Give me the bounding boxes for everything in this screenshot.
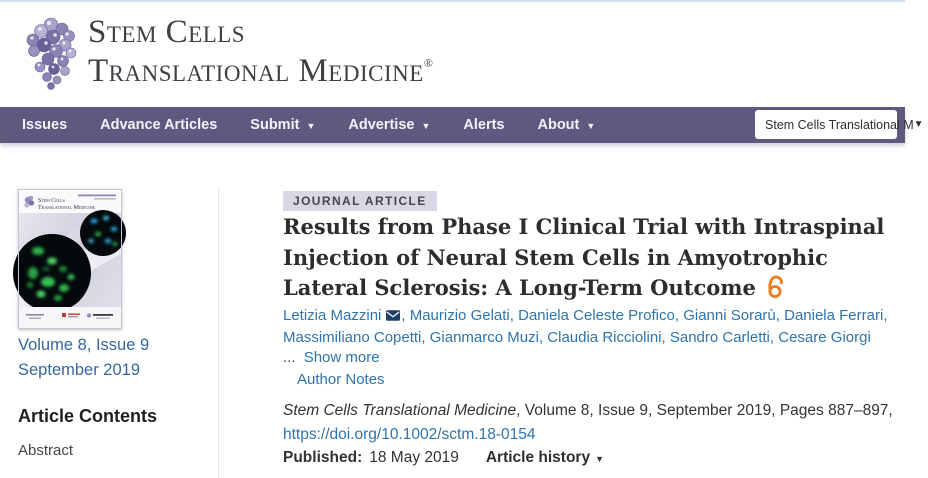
nav-item-about[interactable] — [537, 117, 595, 133]
published-row — [283, 449, 604, 467]
issue-link[interactable]: September 2019 — [18, 360, 141, 379]
show-more-row — [283, 349, 380, 366]
email-envelope-icon[interactable] — [386, 310, 400, 321]
nav-item-label: Advance Articles — [100, 117, 218, 133]
show-more-link[interactable]: Show more — [303, 349, 380, 366]
journal-select-dropdown[interactable] — [755, 110, 924, 139]
author-link[interactable]: Sandro Carletti — [669, 329, 770, 346]
nav-item-alerts[interactable] — [463, 117, 504, 133]
main-navbar — [0, 107, 924, 143]
caret-down-icon: ▼ — [913, 119, 924, 130]
author-list: Letizia Mazzini , Maurizio Gelati, Daniela Celeste Profico, Gianni Sorarù, Daniela Ferrari, Massimiliano Copetti, Gianmarco Muzi, Claudia Ricciolini, Sandro Carletti, Cesare Giorgi — [283, 307, 888, 346]
author-link[interactable]: Maurizio Gelati — [409, 307, 510, 324]
article-title-line: Injection of Neural Stem Cells in Amyotrophic — [283, 244, 828, 270]
citation-line — [283, 402, 893, 420]
journal-wordmark-line2: Translational Medicine — [88, 53, 424, 89]
caret-down-icon: ▼ — [306, 121, 316, 131]
nav-item-advance-articles[interactable] — [100, 117, 217, 133]
citation-journal-name: Stem Cells Translational Medicine — [283, 402, 517, 419]
nav-item-advertise[interactable] — [348, 117, 430, 133]
ellipsis-text: ... — [283, 349, 296, 366]
doi-link[interactable]: https://doi.org/10.1002/sctm.18-0154 — [283, 426, 536, 443]
nav-item-label: Submit — [250, 117, 300, 133]
published-date: 18 May 2019 — [369, 449, 459, 466]
article-history-toggle[interactable] — [486, 449, 604, 467]
nav-item-submit[interactable] — [250, 117, 315, 133]
author-link[interactable]: Gianmarco Muzi — [429, 329, 539, 346]
journal-cell-cluster-logo — [20, 14, 82, 99]
article-history-label: Article history — [485, 449, 591, 466]
cover-title-line1: Stem Cells — [38, 198, 65, 204]
issue-links — [18, 333, 149, 382]
author-link[interactable]: Massimiliano Copetti — [283, 329, 422, 346]
issue-cover-thumbnail[interactable] — [18, 189, 122, 329]
article-contents-heading: Article Contents — [18, 406, 158, 426]
article-type-badge: JOURNAL ARTICLE — [283, 191, 437, 211]
cover-title-line2: Translational Medicine — [38, 205, 95, 211]
journal-wordmark — [88, 14, 433, 89]
nav-item-label: Advertise — [348, 117, 415, 133]
sidebar-divider — [218, 188, 219, 478]
nav-item-label: Issues — [22, 117, 68, 133]
caret-down-icon: ▼ — [586, 121, 596, 131]
caret-down-icon: ▼ — [421, 121, 431, 131]
author-link[interactable]: Daniela Celeste Profico — [518, 307, 675, 324]
nav-item-label: About — [537, 117, 580, 133]
nav-item-label: Alerts — [463, 117, 505, 133]
article-contents-list — [18, 440, 73, 462]
author-link[interactable]: Cesare Giorgi — [778, 329, 871, 346]
published-label: Published: — [283, 449, 363, 466]
caret-down-icon: ▼ — [595, 454, 605, 464]
contents-item-abstract[interactable]: Abstract — [18, 442, 74, 459]
journal-wordmark-line1: Stem Cells — [88, 14, 246, 50]
author-link[interactable]: Letizia Mazzini — [283, 307, 382, 324]
nav-item-issues[interactable] — [22, 117, 67, 133]
registered-trademark: ® — [423, 56, 433, 70]
author-link[interactable]: Gianni Sorarù — [683, 307, 776, 324]
author-link[interactable]: Claudia Ricciolini — [547, 329, 662, 346]
nav-items — [22, 107, 595, 143]
author-notes-link[interactable]: Author Notes — [297, 371, 385, 388]
author-link[interactable]: Daniela Ferrari — [784, 307, 884, 324]
journal-select-value: Stem Cells Translational M — [765, 117, 914, 132]
citation-details: , Volume 8, Issue 9, September 2019, Pages 887–897, — [516, 402, 893, 419]
article-title-line: Lateral Sclerosis: A Long-Term Outcome — [283, 275, 756, 300]
article-title — [283, 212, 884, 304]
issue-link[interactable]: Volume 8, Issue 9 — [18, 336, 150, 354]
open-access-icon — [765, 274, 785, 299]
article-title-line: Results from Phase I Clinical Trial with Intraspinal — [283, 214, 885, 239]
